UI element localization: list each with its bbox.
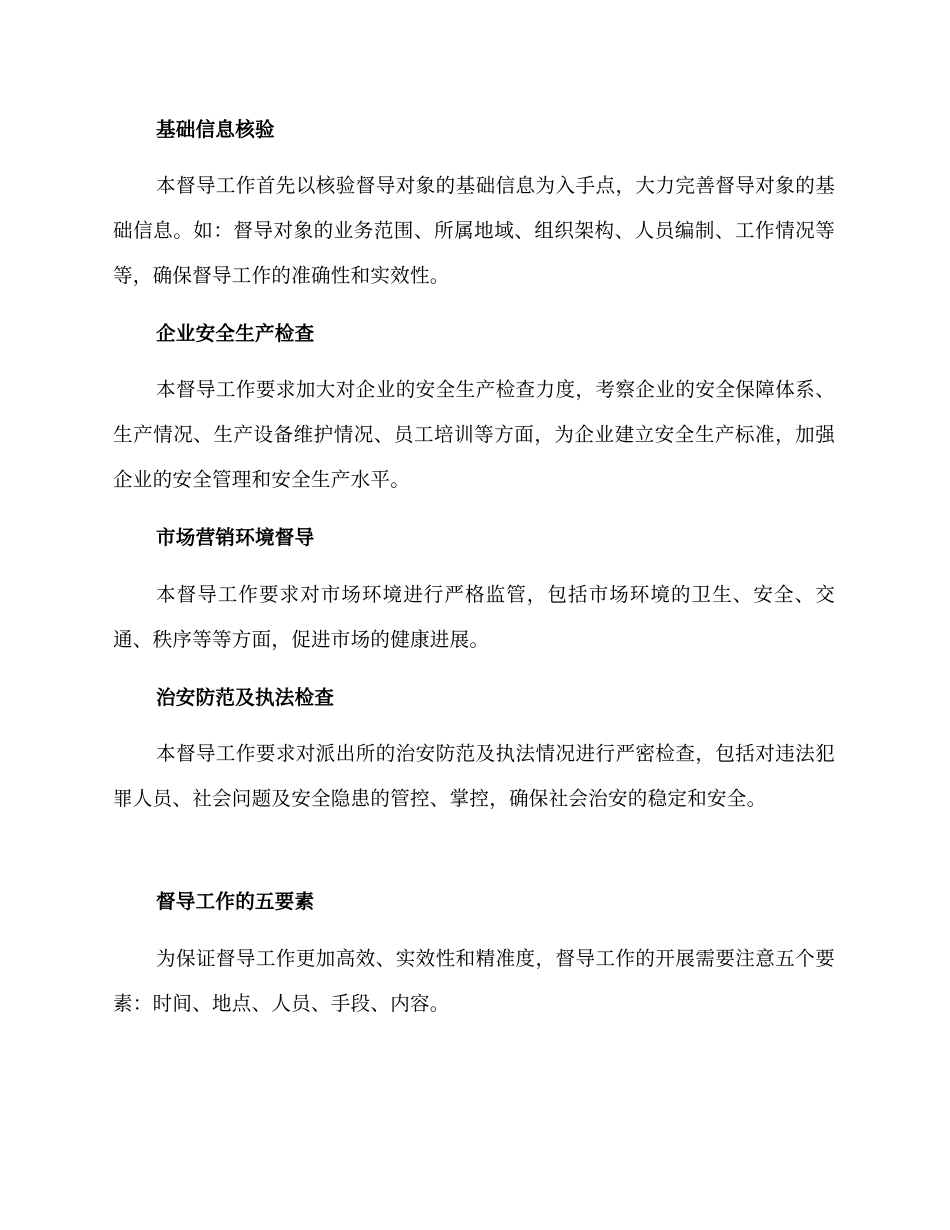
section-paragraph: 为保证督导工作更加高效、实效性和精准度，督导工作的开展需要注意五个要素：时间、地点、人员、手段、内容。 [113, 947, 835, 1015]
section-heading: 督导工作的五要素 [156, 890, 315, 913]
section-paragraph: 本督导工作要求对派出所的治安防范及执法情况进行严密检查，包括对违法犯罪人员、社会问题及安全隐患的管控、掌控，确保社会治安的稳定和安全。 [113, 742, 835, 810]
section-heading: 市场营销环境督导 [156, 526, 315, 549]
section-heading: 基础信息核验 [156, 118, 275, 141]
section-heading: 治安防范及执法检查 [156, 686, 335, 709]
section-paragraph: 本督导工作要求对市场环境进行严格监管，包括市场环境的卫生、安全、交通、秩序等等方面，促进市场的健康进展。 [113, 583, 835, 651]
section-paragraph: 本督导工作首先以核验督导对象的基础信息为入手点，大力完善督导对象的基础信息。如：督导对象的业务范围、所属地域、组织架构、人员编制、工作情况等等，确保督导工作的准确性和实效性。 [113, 174, 835, 287]
section-heading: 企业安全生产检查 [156, 322, 315, 345]
section-paragraph: 本督导工作要求加大对企业的安全生产检查力度，考察企业的安全保障体系、生产情况、生产设备维护情况、员工培训等方面，为企业建立安全生产标准，加强企业的安全管理和安全生产水平。 [113, 378, 835, 491]
